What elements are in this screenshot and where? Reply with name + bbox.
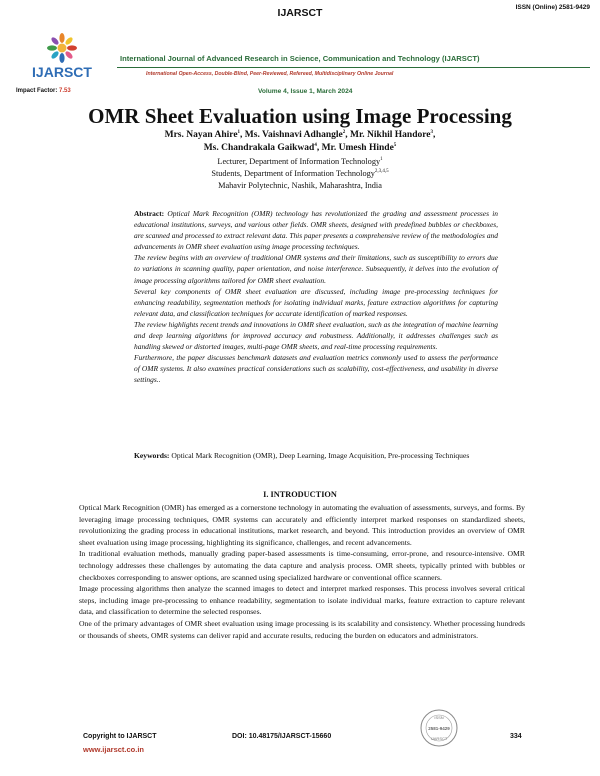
affiliation-2: Students, Department of Information Technology$^{2,3,4,5}$ xyxy=(211,169,389,178)
author-name: Mr. Nikhil Handore xyxy=(350,130,431,141)
seal-text-top: ISSN xyxy=(434,715,444,720)
seal-text-bottom: IJARSCT xyxy=(430,736,448,741)
author-sup: 2 xyxy=(342,130,346,135)
abstract-paragraph: The review highlights recent trends and innovations in OMR sheet evaluation, such as the integration of machine learning and deep learning algorithms for improved accuracy and robustness. Additionally, it addresses challenges such as handling skewed or distorted images, multi-page OMR sheets, and real-time processing requirements. xyxy=(134,319,498,352)
intro-paragraph: One of the primary advantages of OMR sheet evaluation using image processing is its scalability and consistency. Whether processing hundreds or thousands of sheets, OMR systems can deliver rapid and accurate results, reducing the burden on educators and administrators. xyxy=(79,618,525,640)
intro-paragraph: Optical Mark Recognition (OMR) has emerged as a cornerstone technology in automating the evaluation of assessments, surveys, and forms. By leveraging image processing techniques, OMR systems can accurately and efficiently interpret marked responses on standardized sheets, revolutionizing the grading process in educational institutions, market research, and beyond. This introduction provides an overview of OMR sheet evaluation using image processing, highlighting its significance, challenges, and recent advancements. xyxy=(79,503,525,547)
author-name: Ms. Chandrakala Gaikwad xyxy=(203,143,315,154)
keywords-text: Optical Mark Recognition (OMR), Deep Learning, Image Acquisition, Pre-processing Techniques xyxy=(171,451,470,460)
keywords-label: Keywords: xyxy=(134,451,170,460)
intro-paragraph: In traditional evaluation methods, manually grading paper-based assessments is time-consuming, error-prone, and resource-intensive. OMR technology addresses these challenges by automating the data capture and analysis process. OMR sheets, typically printed with bubbles or checkboxes corresponding to answer options, are scanned using specialized hardware or conventional office scanners. xyxy=(79,549,525,582)
copyright-label: Copyright to IJARSCT xyxy=(83,733,157,740)
author-sup: 1 xyxy=(237,130,241,135)
abstract-paragraph: Abstract: Optical Mark Recognition (OMR) technology has revolutionized the grading and assessment processes in educational institutions, surveys, and various other fields. OMR sheets, designed with predefined bubbles or checkboxes, are scanned and processed to extract relevant data. This paper presents a comprehensive review of the methodologies and advancements in OMR sheet evaluation using image processing techniques. xyxy=(134,209,499,252)
website-link[interactable]: www.ijarsct.co.in xyxy=(83,745,144,754)
logo-wordmark: IJARSCT xyxy=(32,64,92,80)
author-name: Mrs. Nayan Ahire xyxy=(164,130,238,141)
keywords-block xyxy=(134,450,498,461)
affiliation-3: Mahavir Polytechnic, Nashik, Maharashtra, India xyxy=(218,181,382,190)
journal-full-title: International Journal of Advanced Research in Science, Communication and Technology (IJARSCT) xyxy=(120,54,480,63)
abstract-label: Abstract: xyxy=(134,209,165,218)
logo-flower-icon xyxy=(47,33,77,63)
author-line-1: Mrs. Nayan Ahire$^1$, Ms. Vaishnavi Adhangle$^2$, Mr. Nikhil Handore$^3$, xyxy=(164,130,436,141)
page-number: 334 xyxy=(510,733,522,740)
abstract-block xyxy=(134,208,498,386)
impact-factor-value: 7.53 xyxy=(59,88,71,94)
paper-title: OMR Sheet Evaluation using Image Processing xyxy=(88,104,512,128)
author-sup: 5 xyxy=(393,143,397,148)
header-divider xyxy=(117,67,590,68)
impact-factor xyxy=(16,88,71,94)
journal-subtitle: International Open-Access, Double-Blind, Peer-Reviewed, Refereed, Multidisciplinary Online Journal xyxy=(146,71,394,77)
author-sup: 4 xyxy=(314,143,317,148)
abstract-paragraph: Several key components of OMR sheet evaluation are discussed, including image pre-processing techniques for enhancing readability, segmentation methods for isolating individual marks, feature extraction algorithms for capturing relevant data, and classification techniques for accurate identification of marked responses. xyxy=(134,286,498,318)
intro-paragraph: Image processing algorithms then analyze the scanned images to detect and interpret marked responses. This process involves several critical steps, including image pre-processing to enhance readability, segmentation to isolate individual marks, feature extraction to capture relevant data, and classification to determine the selected responses. xyxy=(79,584,525,617)
introduction-body xyxy=(79,502,525,641)
section-heading: I. INTRODUCTION xyxy=(263,490,337,499)
author-sup: 3 xyxy=(430,130,433,135)
volume-issue: Volume 4, Issue 1, March 2024 xyxy=(258,88,353,95)
seal-text-mid: 2581-9429 xyxy=(428,726,450,731)
author-line-2: Ms. Chandrakala Gaikwad$^4$, Mr. Umesh Hinde$^5$ xyxy=(203,143,397,154)
abstract-paragraph: The review begins with an overview of traditional OMR systems and their limitations, such as susceptibility to errors due to variations in scanning quality, paper orientation, and noise interference. Subsequently, it delves into the evolution of image processing algorithms tailored for OMR sheet evaluation. xyxy=(134,253,498,285)
impact-factor-label: Impact Factor: xyxy=(16,88,58,94)
issn-label: ISSN (Online) 2581-9429 xyxy=(515,4,590,11)
affiliation-1: Lecturer, Department of Information Technology$^1$ xyxy=(217,157,383,166)
header-journal-name: IJARSCT xyxy=(277,7,323,19)
issn-seal-icon xyxy=(410,708,468,748)
abstract-paragraph: Furthermore, the paper discusses benchmark datasets and evaluation metrics commonly used to assess the performance of OMR systems. It also examines practical considerations such as scalability, cost-effectiveness, and usability in diverse settings.. xyxy=(134,353,498,385)
journal-logo xyxy=(10,33,115,93)
author-name: Ms. Vaishnavi Adhangle xyxy=(244,130,343,141)
author-name: Mr. Umesh Hinde xyxy=(321,143,394,154)
doi-label: DOI: 10.48175/IJARSCT-15660 xyxy=(232,733,332,740)
